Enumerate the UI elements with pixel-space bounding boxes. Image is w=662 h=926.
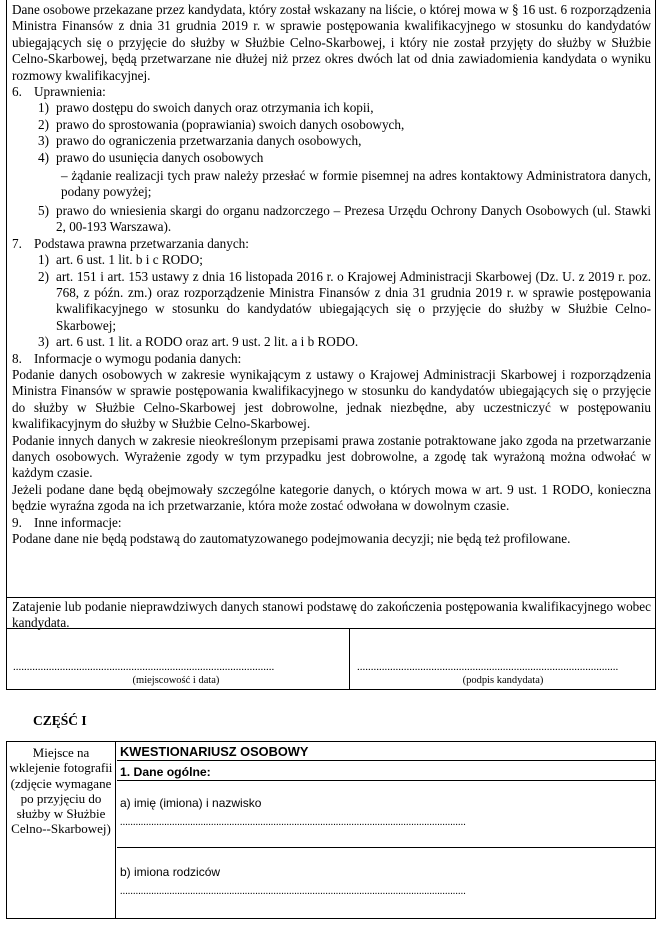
place-date-field[interactable]: ............................................................................................... bbox=[13, 661, 275, 673]
paragraph: Podanie innych danych w zakresie nieokreślonym przepisami prawa zostanie potraktowane jako zgoda na przetwarzanie danych osobowych. Wyrażenie zgody w tym przypadku jest dobrowolne, a zgodę tak wyrażoną można odwołać w każdym czasie. bbox=[12, 432, 651, 481]
item-text: prawo dostępu do swoich danych oraz otrzymania ich kopii, bbox=[56, 100, 374, 116]
form-title bbox=[117, 742, 655, 761]
section-general bbox=[117, 761, 655, 781]
photo-instructions: Miejsce na wklejenie fotografii (zdjęcie wymagane po przyjęciu do służby w Służbie Celno--Skarbowej) bbox=[9, 745, 113, 837]
list-item bbox=[12, 203, 651, 236]
part-title: CZĘŚĆ I bbox=[33, 713, 87, 728]
section-9-heading bbox=[12, 515, 651, 531]
paragraph: Jeżeli podane dane będą obejmowały szczególne kategorie danych, o których mowa w art. 9 ust. 1 RODO, konieczna będzie wyraźna zgoda na ich przetwarzanie, która może zostać odwołana w dowolnym czasie. bbox=[12, 481, 651, 514]
item-number: 3) bbox=[38, 334, 49, 350]
list-item bbox=[12, 150, 651, 166]
field-full-name[interactable] bbox=[117, 781, 655, 848]
section-title: Uprawnienia: bbox=[34, 84, 106, 100]
section-number: 6. bbox=[12, 84, 22, 100]
questionnaire-form bbox=[6, 741, 656, 919]
form-title-text: KWESTIONARIUSZ OSOBOWY bbox=[120, 744, 309, 759]
list-item bbox=[12, 334, 651, 350]
section-title: Podstawa prawna przetwarzania danych: bbox=[34, 235, 249, 251]
list-item bbox=[12, 269, 651, 335]
item-number: 5) bbox=[38, 202, 49, 218]
list-item bbox=[12, 100, 651, 116]
paragraph: Podanie danych osobowych w zakresie wynikającym z ustawy o Krajowej Administracji Skarbowej i rozporządzenia Ministra Finansów w sprawie postępowania kwalifikacyjnego w stosunku do kandydatów ubiegających się o przyjęcie do służby w Służbie Celno-Skarbowej jest dobrowolne, jednak niezbędne, aby uczestniczyć w postępowaniu kwalifikacyjnym do służby w Służbie Celno-Skarbowej. bbox=[12, 366, 651, 432]
privacy-clause-box bbox=[6, 0, 656, 598]
retention-paragraph: Dane osobowe przekazane przez kandydata, który został wskazany na liście, o której mowa w § 16 ust. 6 rozporządzenia Ministra Finansów z dnia 31 grudnia 2019 r. w sprawie postępowania kwalifikacyjnego w stosunku do kandydatów ubiegających się o przyjęcie do służby w Służbie Celno-Skarbowej, i który nie został przyjęty do służby w Służbie Celno-Skarbowej, będą przetwarzane nie dłużej niż przez okres dwóch lat od dnia zawiadomienia kandydata o wyniku rozmowy kwalifikacyjnej. bbox=[12, 2, 651, 83]
section-title: Informacje o wymogu podania danych: bbox=[34, 350, 242, 366]
item-number: 1) bbox=[38, 252, 49, 268]
item-text: prawo do sprostowania (poprawiania) swoich danych osobowych, bbox=[56, 116, 405, 132]
field-parents-names[interactable] bbox=[117, 848, 655, 918]
item-text: art. 6 ust. 1 lit. a RODO oraz art. 9 ust. 2 lit. a i b RODO. bbox=[56, 334, 359, 350]
item-text: art. 6 ust. 1 lit. b i c RODO; bbox=[56, 252, 203, 268]
item-number: 2) bbox=[38, 116, 49, 132]
paragraph: Podane dane nie będą podstawą do zautomatyzowanego podejmowania decyzji; nie będą też profilowane. bbox=[12, 531, 571, 546]
section-general-text: 1. Dane ogólne: bbox=[120, 765, 211, 779]
signature-caption: (podpis kandydata) bbox=[462, 675, 544, 686]
item-number: 3) bbox=[38, 133, 49, 149]
place-date-caption: (miejscowość i data) bbox=[132, 675, 220, 686]
item-text: art. 151 i art. 153 ustawy z dnia 16 listopada 2016 r. o Krajowej Administracji Skarbowej (Dz. U. z 2019 r. poz. 768, z późn. zm.) oraz rozporządzenie Ministra Finansów z dnia 31 grudnia 2019 r. w sprawie postępowania kwalifikacyjnego w stosunku do kandydatów ubiegających się o przyjęcie do służby w Służbie Celno-Skarbowej; bbox=[56, 268, 651, 333]
section-7-heading bbox=[12, 236, 651, 252]
section-6-heading bbox=[12, 84, 651, 100]
parents-names-input[interactable]: ..................................................................................................................................... bbox=[120, 886, 466, 898]
item-text: prawo do usunięcia danych osobowych bbox=[56, 149, 264, 165]
photo-placeholder bbox=[7, 742, 116, 918]
list-item bbox=[12, 117, 651, 133]
list-item bbox=[12, 252, 651, 268]
item-number: 1) bbox=[38, 100, 49, 116]
item-number: 2) bbox=[38, 268, 49, 284]
item-text: prawo do ograniczenia przetwarzania danych osobowych, bbox=[56, 133, 362, 149]
section-title: Inne informacje: bbox=[34, 514, 122, 530]
item-text: prawo do wniesienia skargi do organu nadzorczego – Prezesa Urzędu Ochrony Danych Osobowych (ul. Stawki 2, 00-193 Warszawa). bbox=[56, 202, 651, 235]
signature-field[interactable]: ............................................................................................... bbox=[357, 661, 619, 673]
field-label: b) imiona rodziców bbox=[120, 865, 221, 879]
section-number: 9. bbox=[12, 514, 22, 530]
signature-divider bbox=[349, 629, 350, 689]
full-name-input[interactable]: ..................................................................................................................................... bbox=[120, 817, 466, 829]
item-number: 4) bbox=[38, 149, 49, 165]
section-8-heading bbox=[12, 351, 651, 367]
signature-box bbox=[6, 628, 656, 690]
rights-request-note: – żądanie realizacji tych praw należy przesłać w formie pisemnej na adres kontaktowy Administratora danych, podany powyżej; bbox=[61, 168, 651, 200]
section-number: 8. bbox=[12, 350, 22, 366]
section-number: 7. bbox=[12, 235, 22, 251]
field-label: a) imię (imiona) i nazwisko bbox=[120, 796, 262, 810]
list-item bbox=[12, 133, 651, 149]
warning-text: Zatajenie lub podanie nieprawdziwych danych stanowi podstawę do zakończenia postępowania kwalifikacyjnego wobec kandydata. bbox=[12, 599, 651, 631]
warning-box bbox=[6, 597, 656, 629]
